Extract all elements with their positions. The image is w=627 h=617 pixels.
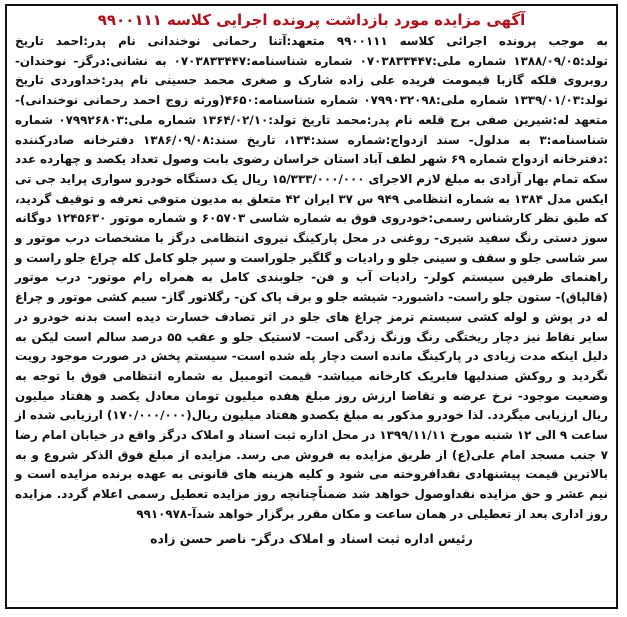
- notice-title: آگهی مزایده مورد بازداشت پرونده اجرایی کلاسه ۹۹۰۰۱۱۱: [97, 11, 526, 29]
- auction-notice: [5, 4, 618, 609]
- notice-body: به موجب پرونده اجرائی کلاسه ۹۹۰۰۱۱۱ متعهد:آتنا رحمانی نوخندانی نام پدر:احمد تاریخ تولد:۱۳۸۸/۰۹/۰۵ شماره ملی:۰۷۰۳۸۳۳۴۴۷ شماره شناسنامه:۰۷۰۳۸۳۳۴۴۷ به نشانی:درگز- نوخندان- روبروی فلکه گازبا قیمومت فریده علی زاده شارک و صغری محمد حسینی نام پدر:خداوردی تاریخ تولد:۱۳۳۹/۰۱/۰۳ شماره ملی:۰۷۹۹۰۳۲۰۹۸ شماره شناسنامه:۴۶۵۰(ورثه زوج احمد رحمانی نوخندانی)- متعهد له:شیرین صفی برج قلعه نام پدر:محمد تاریخ تولد:۱۳۶۴/۰۲/۱۰ شماره ملی:۰۷۹۹۲۶۸۰۳ شماره شناسنامه:۳ به مدلول- سند ازدواج:شماره سند:۱۳۴، تاریخ سند:۱۳۸۶/۰۹/۰۸ دفترخانه صادرکننده :دفترخانه ازدواج شماره ۶۹ شهر لطف آباد استان خراسان رضوی بابت وصول تعداد یکصد و چهارده عدد سکه تمام بهار آزادی به مبلغ لازم الاجرای ۱۵/۳۳۳/۰۰۰/۰۰۰ ریال یک دستگاه خودرو سواری پراید جی تی ایکس مدل ۱۳۸۴ به شماره انتظامی ۹۴۹ س ۳۷ ایران ۴۲ متعلق به مدیون متوفی تعرفه و توقیف گردید، که طبق نظر کارشناس رسمی:خودروی فوق به شماره شاسی ۶۰۵۷۰۳ و شماره موتور ۱۲۴۵۶۳۰ دوگانه سوز دستی رنگ سفید شیری- روغنی در محل پارکینگ نیروی انتظامی درگز با مشخصات درب موتور و سر شاسی جلو و سقف و سینی جلو و رادیات و گلگیر جلوراست و سپر جلو کامل کله چراغ جلو راست و راهنمای طرفین سیستم کولر- رادیات آب و فن- جلوبندی کامل به همراه رام موتور- درب موتور (قالپاق)- ستون جلو راست- داشبورد- شیشه جلو و برف پاک کن- رگلاتور گاز- سیم کشی موتور و چراغ له در پوش و لوله کشی سیستم ترمز چراغ های جلو در اثر تصادف خسارت دیده است بدنه خودرو در سایر نقاط نیز دچار ریختگی رنگ وزنگ زدگی است- لاستیک جلو و عقب ۵۵ درصد سالم است لیکن به دلیل اینکه مدت زیادی در پارکینگ مانده است دچار پله شده است- سیستم پخش در صورت موجود رویت نگردید و روکش صندلیها فابریک کارخانه میباشد- قیمت اتومبیل به شماره انتظامی فوق با توجه به وضعیت موجود- نرخ عرضه و تقاضا ارزش روز مبلغ هفده میلیون تومان معادل یکصد و هفتاد میلیون ریال ارزیابی میگردد. لذا خودرو مذکور به مبلغ یکصدو هفتاد میلیون ریال(۱۷۰/۰۰۰/۰۰۰) ارزیابی شده از ساعت ۹ الی ۱۲ شنبه مورخ ۱۳۹۹/۱۱/۱۱ در محل اداره ثبت اسناد و املاک درگز واقع در خیابان امام رضا ۷ جنب مسجد امام علی(ع) از طریق مزایده به فروش می رسد. مزایده از مبلغ فوق الذکر شروع و به بالاترین قیمت پیشنهادی نقدافروخته می شود و کلیه هزینه های قانونی به عهده برنده مزایده است و نیم عشر و حق مزایده نقداوصول خواهد شد ضمناًچنانچه روز مزایده تعطیل رسمی اعلام گردد. مزایده روز اداری بعد از تعطیلی در همان ساعت و مکان مقرر برگزار خواهد شدآ-۹۹۱۰۹۷۸: [15, 34, 609, 521]
- notice-signature: رئیس اداره ثبت اسناد و املاک درگز- ناصر حسن زاده: [150, 530, 473, 546]
